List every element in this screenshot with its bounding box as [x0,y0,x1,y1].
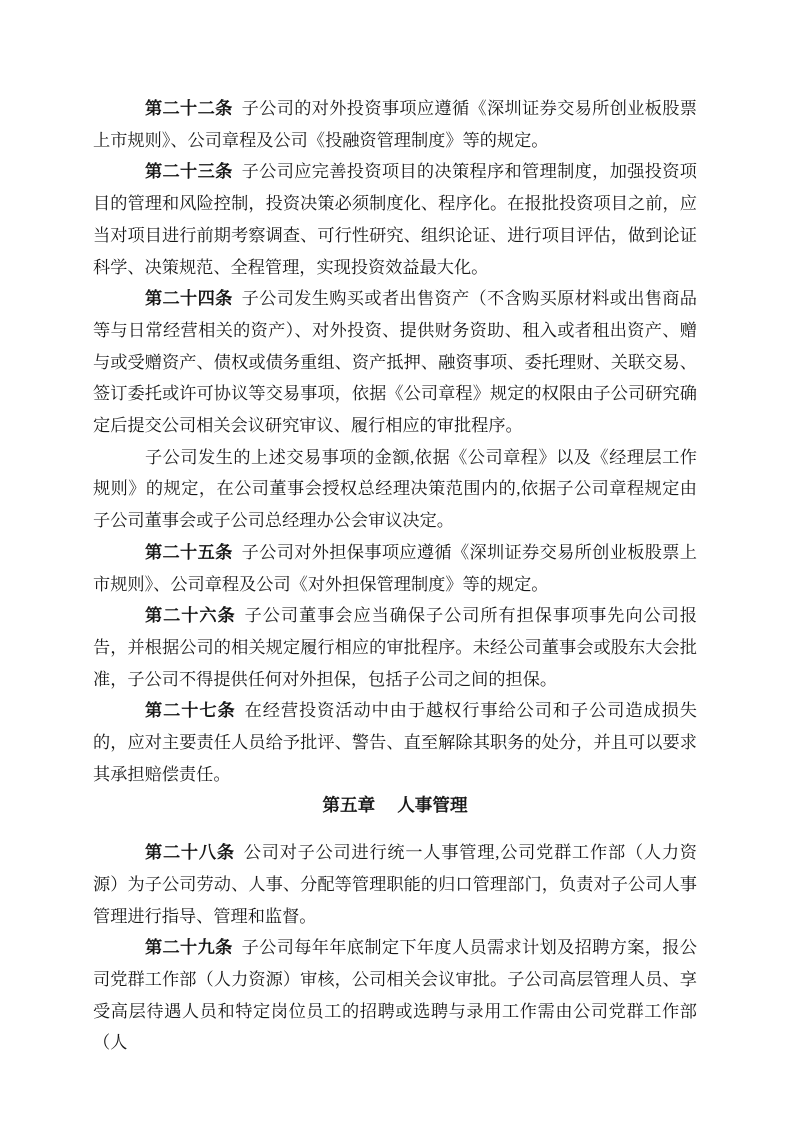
paragraph-text: 公司对子公司进行统一人事管理,公司党群工作部（人力资源）为子公司劳动、人事、分配等管理职能的归口管理部门，负责对子公司人事管理进行指导、管理和监督。 [93,843,697,926]
chapter-heading [93,790,697,822]
article-number: 第二十四条 [145,289,233,309]
article-number: 第二十三条 [145,162,233,182]
article-number: 第二十七条 [145,701,236,721]
article-number: 第二十六条 [145,606,236,626]
body-paragraph [93,442,697,537]
paragraph-text: 子公司每年年底制定下年度人员需求计划及招聘方案，报公司党群工作部（人力资源）审核，公司相关会议审批。子公司高层管理人员、享受高层待遇人员和特定岗位员工的招聘或选聘与录用工作需由公司党群工作部（人 [93,938,697,1053]
article-number: 第二十八条 [145,843,235,863]
chapter-title-text: 第五章 人事管理 [322,795,468,816]
article-number: 第二十五条 [145,542,233,562]
body-paragraph [93,156,697,283]
paragraph-text: 子公司应完善投资项目的决策程序和管理制度，加强投资项目的管理和风险控制，投资决策必须制度化、程序化。在报批投资项目之前，应当对项目进行前期考察调查、可行性研究、组织论证、进行项目评估，做到论证科学、决策规范、全程管理，实现投资效益最大化。 [93,162,697,277]
paragraph-text: 在经营投资活动中由于越权行事给公司和子公司造成损失的，应对主要责任人员给予批评、警告、直至解除其职务的处分，并且可以要求其承担赔偿责任。 [93,701,697,784]
article-number: 第二十九条 [145,938,233,958]
body-paragraph [93,283,697,442]
body-paragraph [93,93,697,156]
paragraph-text: 子公司对外担保事项应遵循《深圳证券交易所创业板股票上市规则》、公司章程及公司《对外担保管理制度》等的规定。 [93,542,697,594]
paragraph-text: 子公司董事会应当确保子公司所有担保事项事先向公司报告，并根据公司的相关规定履行相应的审批程序。未经公司董事会或股东大会批准，子公司不得提供任何对外担保，包括子公司之间的担保。 [93,606,697,689]
body-paragraph [93,600,697,695]
body-paragraph [93,537,697,600]
paragraph-text: 子公司的对外投资事项应遵循《深圳证券交易所创业板股票上市规则》、公司章程及公司《投融资管理制度》等的规定。 [93,99,697,150]
body-paragraph [93,932,697,1059]
paragraph-text: 子公司发生的上述交易事项的金额,依据《公司章程》以及《经理层工作规则》的规定，在公司董事会授权总经理决策范围内的,依据子公司章程规定由子公司董事会或子公司总经理办公会审议决定。 [93,447,697,531]
document-body [93,93,697,1059]
article-number: 第二十二条 [145,99,233,118]
body-paragraph [93,695,697,790]
paragraph-text: 子公司发生购买或者出售资产（不含购买原材料或出售商品等与日常经营相关的资产）、对外投资、提供财务资助、租入或者租出资产、赠与或受赠资产、债权或债务重组、资产抵押、融资事项、委托理财、关联交易、签订委托或许可协议等交易事项，依据《公司章程》规定的权限由子公司研究确定后提交公司相关会议研究审议、履行相应的审批程序。 [93,289,697,436]
body-paragraph [93,837,697,932]
